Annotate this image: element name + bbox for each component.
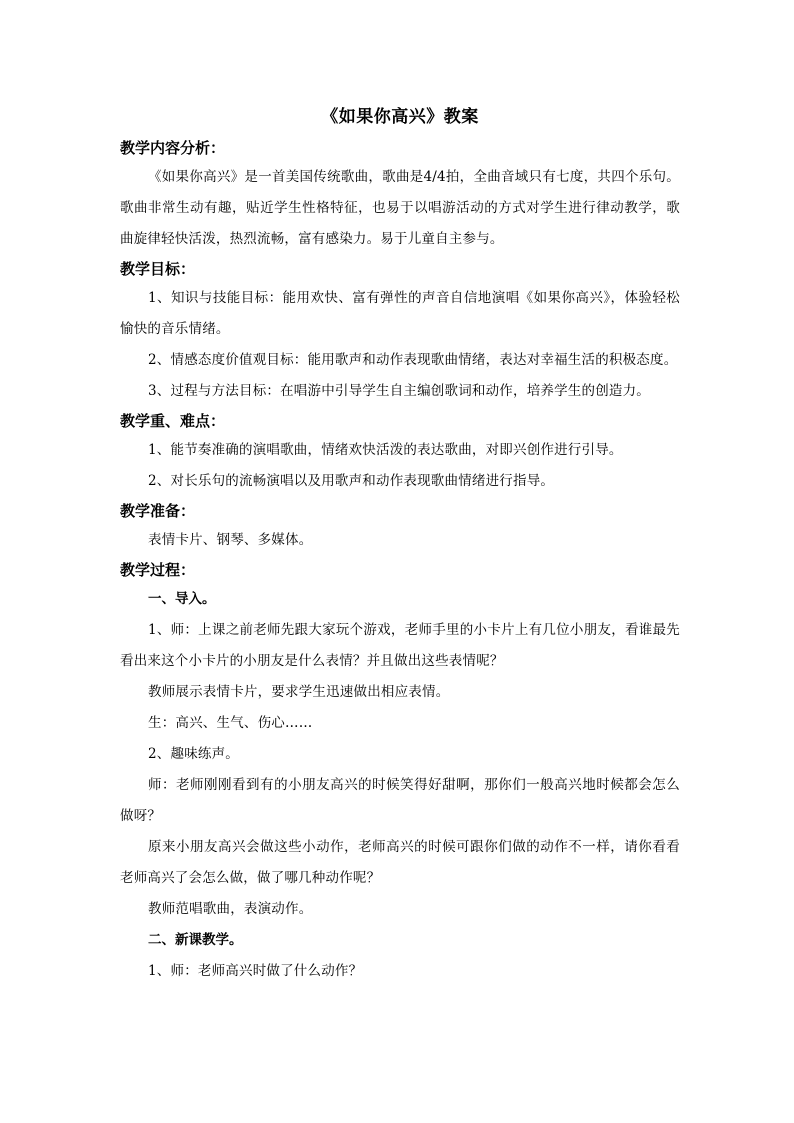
paragraph: 1、师：上课之前老师先跟大家玩个游戏，老师手里的小卡片上有几位小朋友，看谁最先看出来这个小卡片的小朋友是什么表情？并且做出这些表情呢？ xyxy=(120,622,680,669)
section-heading: 教学准备： xyxy=(120,502,196,520)
sub-heading-introduction: 一、导入。 xyxy=(148,591,216,607)
section-teaching-process xyxy=(120,556,680,987)
paragraph: 师：老师刚刚看到有的小朋友高兴的时候笑得好甜啊，那你们一般高兴地时候都会怎么做呀？ xyxy=(120,777,680,824)
paragraph: 教师展示表情卡片，要求学生迅速做出相应表情。 xyxy=(148,684,450,700)
paragraph: 原来小朋友高兴会做这些小动作，老师高兴的时候可跟你们做的动作不一样，请你看看老师高兴了会怎么做，做了哪几种动作呢？ xyxy=(120,839,680,886)
paragraph: 1、师：老师高兴时做了什么动作？ xyxy=(148,963,363,979)
paragraph: 2、对长乐句的流畅演唱以及用歌声和动作表现歌曲情绪进行指导。 xyxy=(148,473,555,489)
section-preparation xyxy=(120,497,680,556)
section-key-difficult-points xyxy=(120,407,680,497)
paragraph: 2、趣味练声。 xyxy=(148,746,239,762)
section-teaching-goals xyxy=(120,255,680,407)
paragraph: 教师范唱歌曲，表演动作。 xyxy=(148,901,313,917)
paragraph: 1、知识与技能目标：能用欢快、富有弹性的声音自信地演唱《如果你高兴》，体验轻松愉快的音乐情绪。 xyxy=(120,290,680,337)
paragraph: 生：高兴、生气、伤心…… xyxy=(148,715,313,731)
document-title: 《如果你高兴》教案 xyxy=(321,107,479,127)
paragraph: 2、情感态度价值观目标：能用歌声和动作表现歌曲情绪，表达对幸福生活的积极态度。 xyxy=(148,352,678,368)
document-body xyxy=(120,102,680,987)
paragraph: 1、能节奏准确的演唱歌曲，情绪欢快活泼的表达歌曲，对即兴创作进行引导。 xyxy=(148,442,623,458)
section-content-analysis xyxy=(120,134,680,255)
section-heading: 教学过程： xyxy=(120,561,196,579)
sub-heading-new-lesson: 二、新课教学。 xyxy=(148,932,243,948)
section-heading: 教学重、难点： xyxy=(120,412,226,430)
paragraph: 3、过程与方法目标：在唱游中引导学生自主编创歌词和动作，培养学生的创造力。 xyxy=(148,383,650,399)
section-heading: 教学目标： xyxy=(120,260,196,278)
paragraph: 《如果你高兴》是一首美国传统歌曲，歌曲是4/4拍，全曲音域只有七度，共四个乐句。歌曲非常生动有趣，贴近学生性格特征，也易于以唱游活动的方式对学生进行律动教学，歌曲旋律轻快活泼，热烈流畅，富有感染力。易于儿童自主参与。 xyxy=(120,169,680,247)
section-heading: 教学内容分析： xyxy=(120,139,226,157)
paragraph: 表情卡片、钢琴、多媒体。 xyxy=(148,532,313,548)
